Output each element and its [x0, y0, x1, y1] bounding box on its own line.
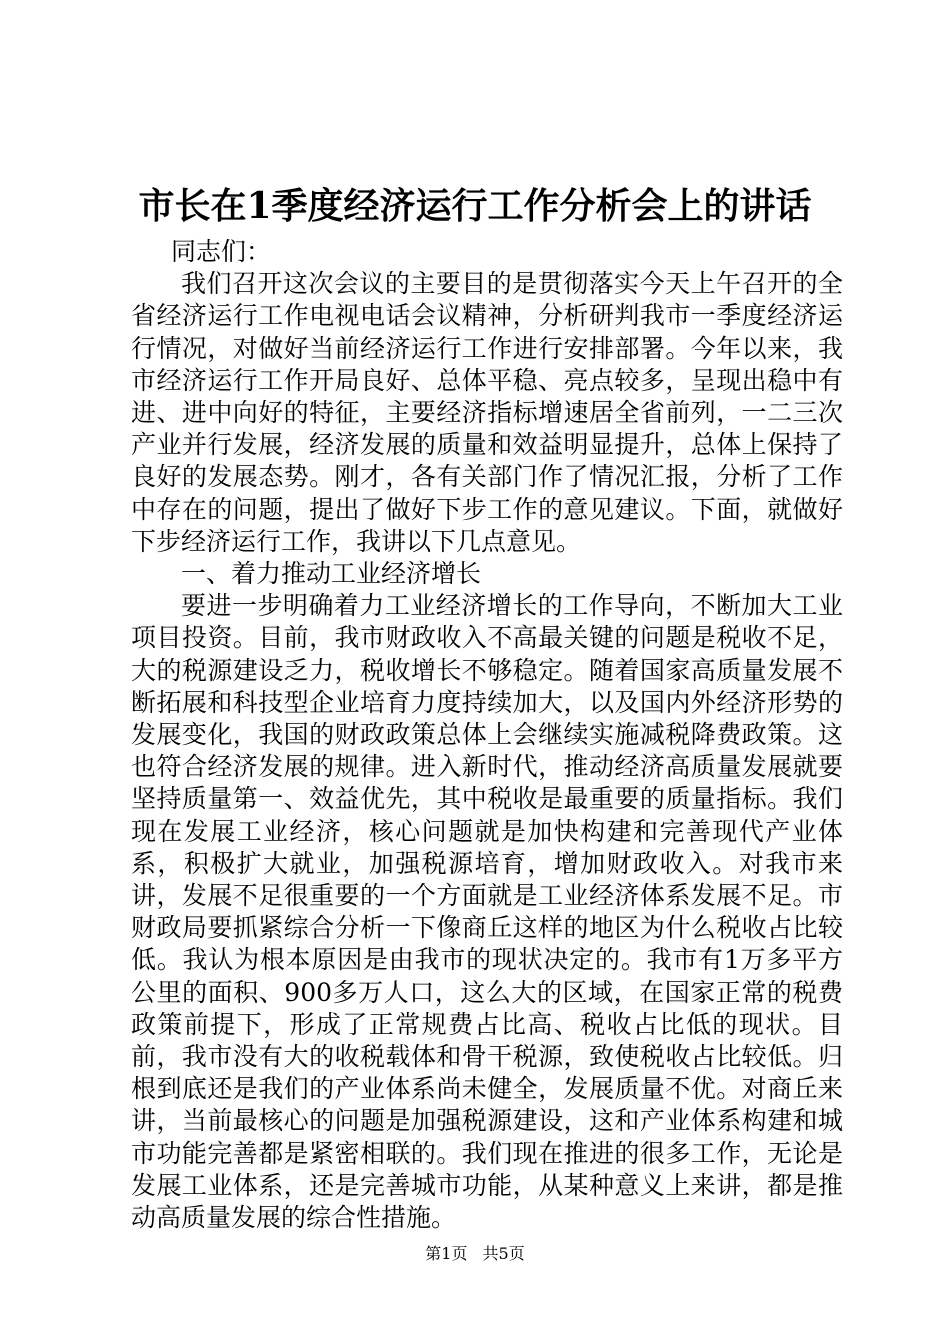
page-total: 共5页	[482, 1244, 525, 1263]
paragraph-intro: 我们召开这次会议的主要目的是贯彻落实今天上午召开的全省经济运行工作电视电话会议精神，分析研判我市一季度经济运行情况，对做好当前经济运行工作进行安排部署。今年以来，我市经济运行工作开局良好、总体平稳、亮点较多，呈现出稳中有进、进中向好的特征，主要经济指标增速居全省前列，一二三次产业并行发展，经济发展的质量和效益明显提升，总体上保持了良好的发展态势。刚才，各有关部门作了情况汇报，分析了工作中存在的问题，提出了做好下步工作的意见建议。下面，就做好下步经济运行工作，我讲以下几点意见。	[131, 269, 843, 556]
paragraph-section-1: 要进一步明确着力工业经济增长的工作导向，不断加大工业项目投资。目前，我市财政收入不高最关键的问题是税收不足，大的税源建设乏力，税收增长不够稳定。随着国家高质量发展不断拓展和科技型企业培育力度持续加大，以及国内外经济形势的发展变化，我国的财政政策总体上会继续实施减税降费政策。这也符合经济发展的规律。进入新时代，推动经济高质量发展就要坚持质量第一、效益优先，其中税收是最重要的质量指标。我们现在发展工业经济，核心问题就是加快构建和完善现代产业体系，积极扩大就业，加强税源培育，增加财政收入。对我市来讲，发展不足很重要的一个方面就是工业经济体系发展不足。市财政局要抓紧综合分析一下像商丘这样的地区为什么税收占比较低。我认为根本原因是由我市的现状决定的。我市有1万多平方公里的面积、900多万人口，这么大的区域，在国家正常的税费政策前提下，形成了正常规费占比高、税收占比低的现状。目前，我市没有大的收税载体和骨干税源，致使税收占比较低。归根到底还是我们的产业体系尚未健全，发展质量不优。对商丘来讲，当前最核心的问题是加强税源建设，这和产业体系构建和城市功能完善都是紧密相联的。我们现在推进的很多工作，无论是发展工业体系，还是完善城市功能，从某种意义上来讲，都是推动高质量发展的综合性措施。	[131, 591, 843, 1233]
page-number: 第1页	[425, 1244, 468, 1263]
document-title: 市长在1季度经济运行工作分析会上的讲话	[138, 185, 812, 227]
greeting: 同志们：	[171, 237, 272, 266]
section-heading-1: 一、着力推动工业经济增长	[181, 559, 482, 589]
document-body	[131, 236, 843, 1234]
page-footer	[0, 1244, 950, 1264]
